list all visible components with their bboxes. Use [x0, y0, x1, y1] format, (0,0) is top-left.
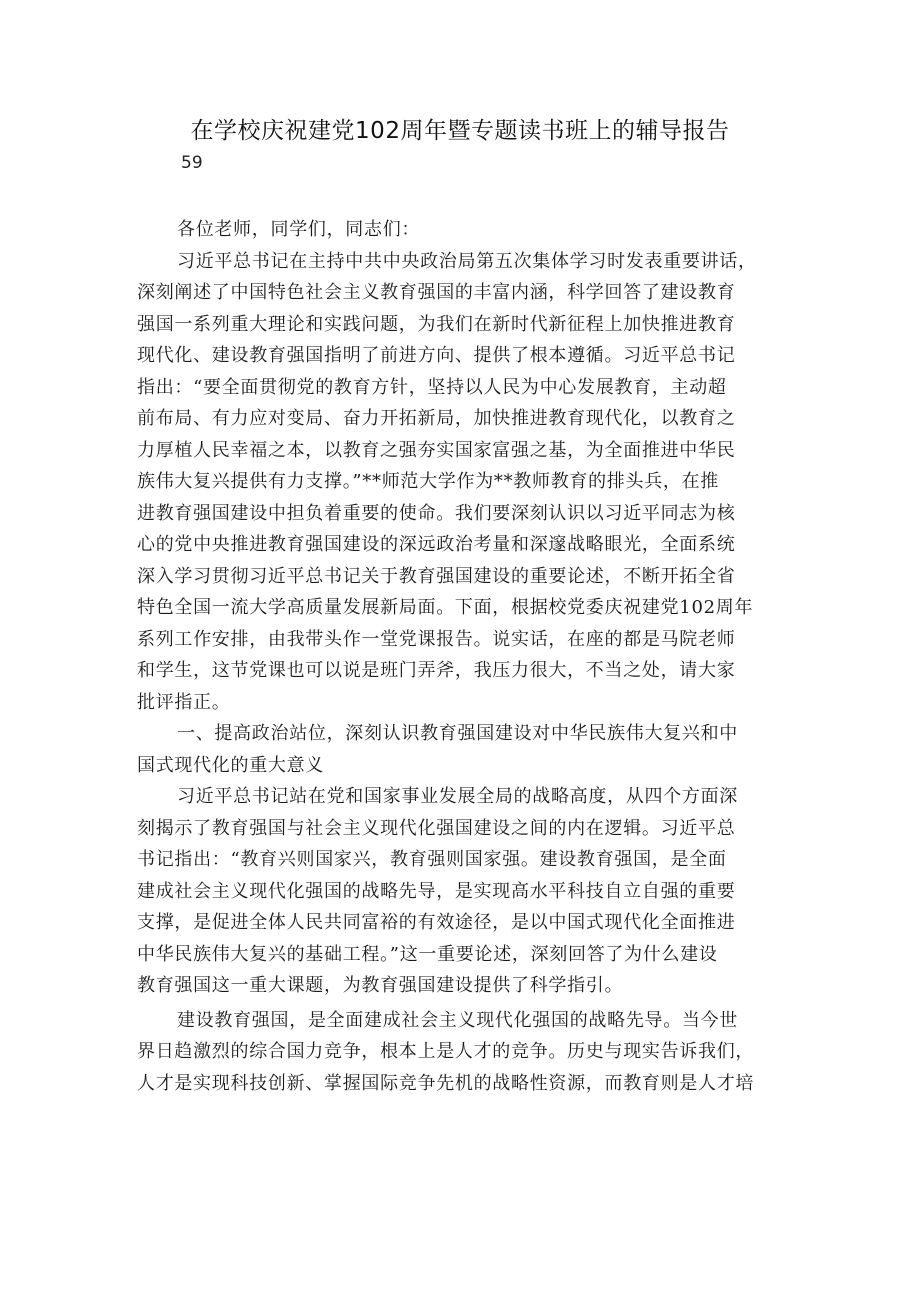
text-line: 建成社会主义现代化强国的战略先导，是实现高水平科技自立自强的重要 [137, 880, 736, 902]
page-number: 59 [181, 153, 203, 173]
document-body [137, 214, 783, 1099]
text-line: 书记指出：“教育兴则国家兴，教育强则国家强。建设教育强国，是全面 [137, 849, 727, 870]
text-line: 和学生，这节党课也可以说是班门弄斧，我压力很大，不当之处，请大家 [137, 660, 736, 681]
text-line: 习近平总书记在主持中共中央政治局第五次集体学习时发表重要讲话， [177, 250, 757, 272]
text-line: 特色全国一流大学高质量发展新局面。下面，根据校党委庆祝建党102周年 [137, 597, 754, 618]
text-line: 深入学习贯彻习近平总书记关于教育强国建设的重要论述，不断开拓全省 [137, 565, 736, 587]
text-line: 建设教育强国，是全面建成社会主义现代化强国的战略先导。当今世 [177, 1009, 738, 1031]
text-line: 深刻阐述了中国特色社会主义教育强国的丰富内涵，科学回答了建设教育 [137, 282, 736, 303]
text-line: 各位老师，同学们，同志们： [177, 219, 421, 240]
text-line: 批评指正。 [137, 691, 231, 713]
text-line: 中华民族伟大复兴的基础工程。”这一重要论述，深刻回答了为什么建设 [137, 943, 718, 965]
text-line: 心的党中央推进教育强国建设的深远政治考量和深邃战略眼光，全面系统 [137, 534, 736, 555]
text-line: 现代化、建设教育强国指明了前进方向、提供了根本遵循。习近平总书记 [137, 345, 736, 366]
text-line: 习近平总书记站在党和国家事业发展全局的战略高度，从四个方面深 [177, 786, 738, 807]
text-line: 刻揭示了教育强国与社会主义现代化强国建设之间的内在逻辑。习近平总 [137, 817, 736, 839]
text-line: 支撑，是促进全体人民共同富裕的有效途径，是以中国式现代化全面推进 [137, 912, 736, 933]
text-line: 教育强国这一重大课题，为教育强国建设提供了科学指引。 [137, 975, 624, 996]
text-line: 一、提高政治站位，深刻认识教育强国建设对中华民族伟大复兴和中 [177, 723, 738, 744]
document-title: 在学校庆祝建党102周年暨专题读书班上的辅导报告 [190, 118, 730, 144]
text-line: 进教育强国建设中担负着重要的使命。我们要深刻认识以习近平同志为核 [137, 502, 736, 524]
text-line: 族伟大复兴提供有力支撑。”**师范大学作为**教师教育的排头兵，在推 [137, 471, 719, 492]
text-line: 系列工作安排，由我带头作一堂党课报告。说实话，在座的都是马院老师 [137, 628, 736, 650]
text-line: 界日趋激烈的综合国力竞争，根本上是人才的竞争。历史与现实告诉我们， [137, 1041, 755, 1062]
text-line: 指出：“要全面贯彻党的教育方针，坚持以人民为中心发展教育，主动超 [137, 376, 727, 398]
text-line: 力厚植人民幸福之本，以教育之强夯实国家富强之基，为全面推进中华民 [137, 439, 736, 461]
text-line: 国式现代化的重大意义 [137, 754, 324, 776]
text-line: 强国一系列重大理论和实践问题，为我们在新时代新征程上加快推进教育 [137, 313, 736, 335]
text-line: 人才是实现科技创新、掌握国际竞争先机的战略性资源，而教育则是人才培 [137, 1072, 755, 1094]
text-line: 前布局、有力应对变局、奋力开拓新局，加快推进教育现代化，以教育之 [137, 408, 736, 429]
